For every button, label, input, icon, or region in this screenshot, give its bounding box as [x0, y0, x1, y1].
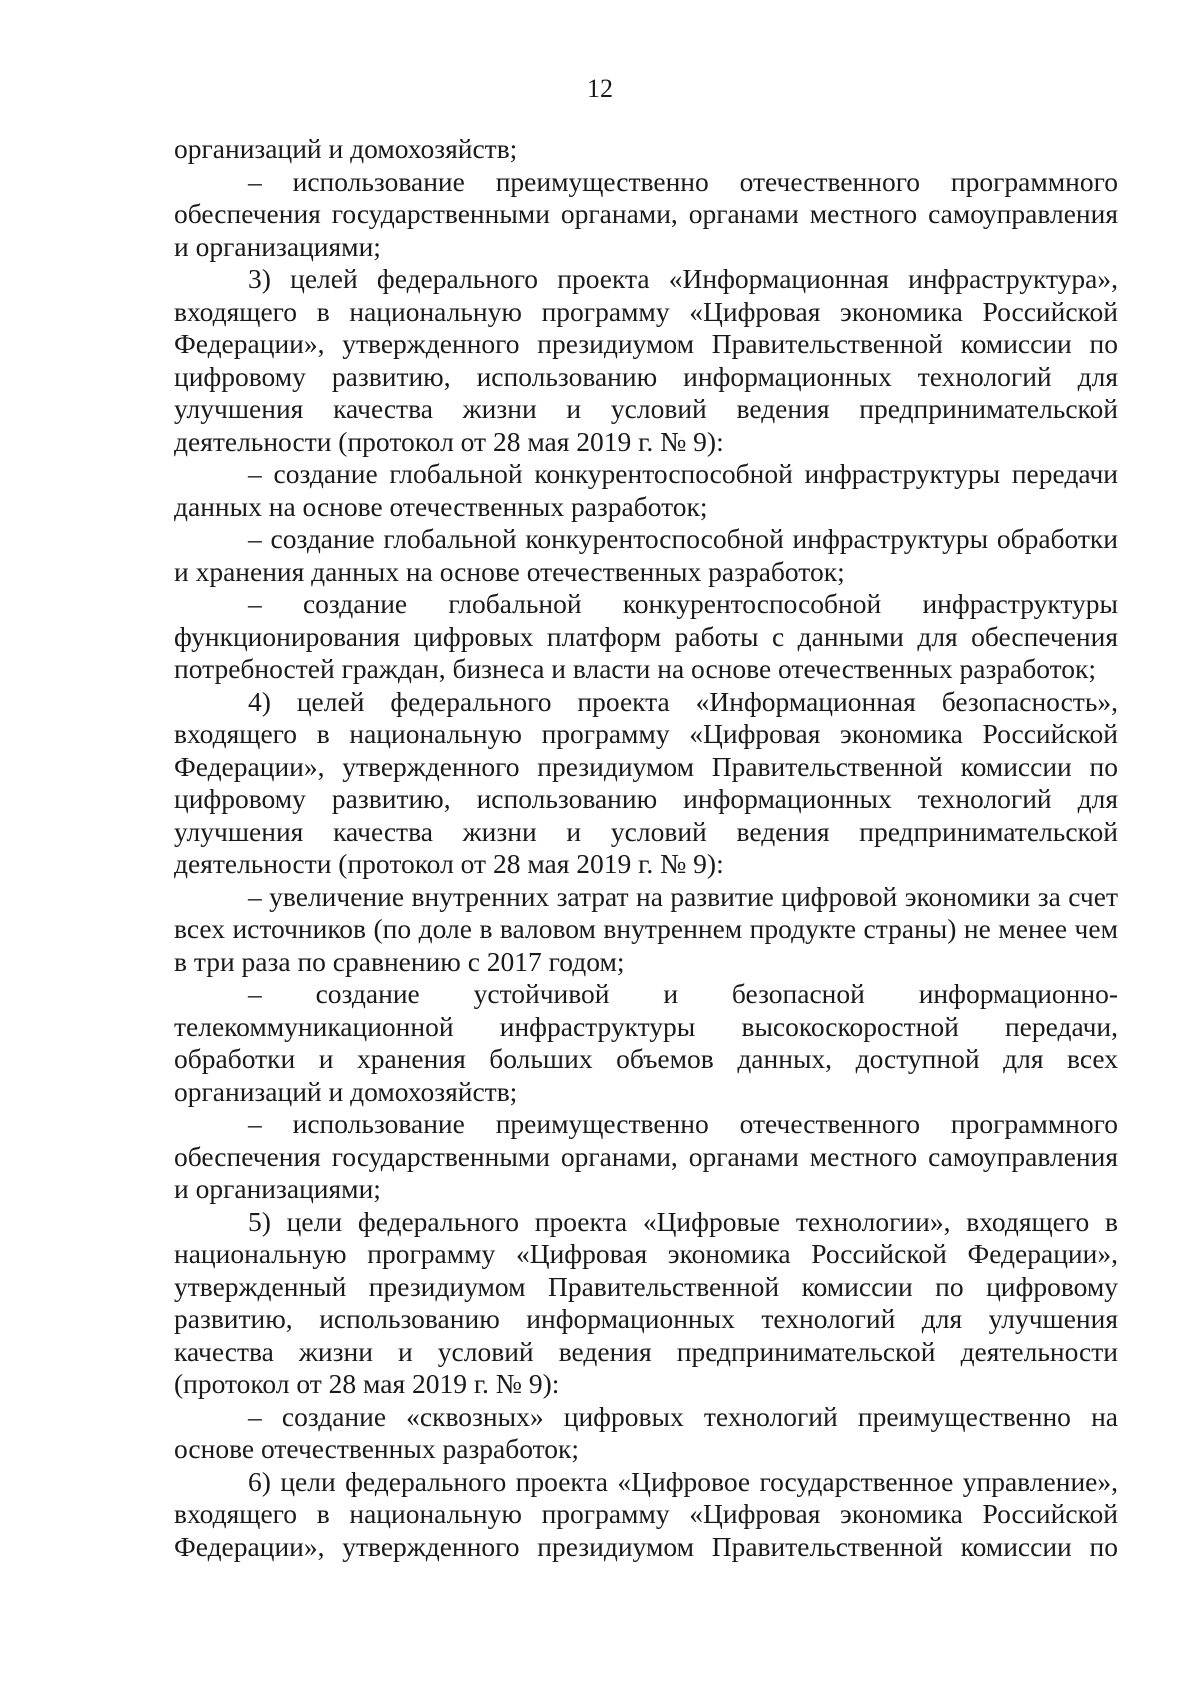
paragraph: – создание глобальной конкурентоспособной инфраструктуры функционирования цифровых платформ работы с данными для обеспечения потребностей граждан, бизнеса и власти на основе отечественных разработок; — [174, 588, 1118, 684]
paragraph: 4) целей федерального проекта «Информационная безопасность», входящего в национальную программу «Цифровая экономика Российской Федерации», утвержденного президиумом Правительственной комиссии по цифровому развитию, использованию информационных технологий для улучшения качества жизни и условий ведения предпринимательской деятельности (протокол от 28 мая 2019 г. № 9): — [174, 685, 1118, 879]
page-number: 12 — [587, 74, 613, 103]
paragraph: 5) цели федерального проекта «Цифровые технологии», входящего в национальную программу «Цифровая экономика Российской Федерации», утвержденный президиумом Правительственной комиссии по цифровому развитию, использованию информационных технологий для улучшения качества жизни и условий ведения предпринимательской деятельности (протокол от 28 мая 2019 г. № 9): — [174, 1205, 1118, 1399]
paragraph: – использование преимущественно отечественного программного обеспечения государственными органами, органами местного самоуправления и организациями; — [174, 165, 1118, 262]
paragraph: – создание устойчивой и безопасной информационно-телекоммуникационной инфраструктуры высокоскоростной передачи, обработки и хранения больших объемов данных, доступной для всех организаций и домохозяйств; — [174, 978, 1118, 1107]
paragraph: – создание глобальной конкурентоспособной инфраструктуры обработки и хранения данных на основе отечественных разработок; — [174, 523, 1118, 587]
paragraph: 6) цели федерального проекта «Цифровое государственное управление», входящего в национальную программу «Цифровая экономика Российской Федерации», утвержденного президиумом Правительственной комиссии по — [174, 1465, 1118, 1562]
paragraph: – создание глобальной конкурентоспособной инфраструктуры передачи данных на основе отечественных разработок; — [174, 458, 1118, 522]
paragraph: 3) целей федерального проекта «Информационная инфраструктура», входящего в национальную программу «Цифровая экономика Российской Федерации», утвержденного президиумом Правительственной комиссии по цифровому развитию, использованию информационных технологий для улучшения качества жизни и условий ведения предпринимательской деятельности (протокол от 28 мая 2019 г. № 9): — [174, 263, 1118, 457]
paragraph: – увеличение внутренних затрат на развитие цифровой экономики за счет всех источников (по доле в валовом внутреннем продукте страны) не менее чем в три раза по сравнению с 2017 годом; — [174, 880, 1118, 977]
paragraph: – использование преимущественно отечественного программного обеспечения государственными органами, органами местного самоуправления и организациями; — [174, 1108, 1118, 1204]
document-body — [174, 133, 1118, 1563]
paragraph: организаций и домохозяйств; — [174, 133, 518, 164]
paragraph: – создание «сквозных» цифровых технологий преимущественно на основе отечественных разработок; — [174, 1400, 1118, 1464]
